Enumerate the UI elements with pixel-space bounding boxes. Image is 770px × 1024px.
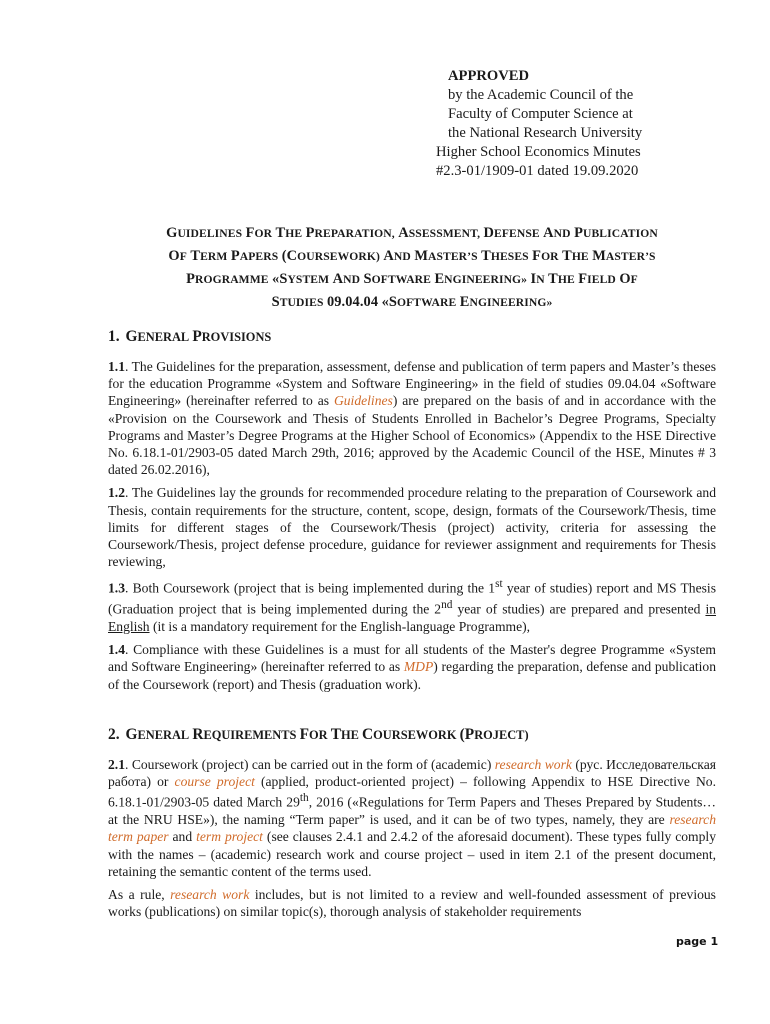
page-number: page 1 [676,935,719,948]
clause-number: 2.1 [108,757,125,772]
section-title: GENERAL PROVISIONS [125,328,272,345]
title-line: GUIDELINES FOR THE PREPARATION, ASSESSMENT, DEFENSE AND PUBLICATION [166,225,658,241]
document-title [108,222,716,314]
approval-line: by the Academic Council of the [448,87,634,103]
section-title: GENERAL REQUIREMENTS FOR THE COURSEWORK (PROJECT) [125,726,529,743]
section-heading [108,328,716,346]
paragraph-1-4 [108,641,716,693]
superscript: st [495,578,503,591]
paragraph-text: . Compliance with these Guidelines is a must for all students of the Master's degree Programme «System and Software Engineering» (hereinafter referred to as [108,642,716,675]
paragraph-text: ) are prepared on the basis of and in accordance with the «Provision on the Coursework and Thesis of Students Enrolled in Bachelor’s Degree Programs, Specialty Programs and Master’s Degree Programs at the Higher School of Economics» (Appendix to the HSE Directive No. 6.18.1-01/2903-05 dated March 29th, 2016; approved by the Academic Council of the HSE, Minutes # 3 dated 26.02.2016), [108,393,717,478]
section-number: 2. [108,726,120,743]
section-number: 1. [108,328,120,345]
defined-term: Guidelines [333,393,393,409]
defined-term: research work [494,757,572,772]
paragraph-text: (applied, product-oriented project) – following Appendix to HSE Directive No. 6.18.1-01/2903-05 dated March 29 [108,774,716,810]
defined-term: term project [196,829,263,845]
paragraph-text: , 2016 («Regulations for Term Papers and Theses Prepared by Students… at the NRU HSE»), the naming “Term paper” is used, and it can be of two types, namely, they are [108,794,717,828]
approval-line: the National Research University [448,125,643,141]
paragraph-text: As a rule, [108,886,171,902]
paragraph-text: includes, but is not limited to a review and well-founded assessment of previous works (publications) on similar topic(s), thorough analysis of stakeholder requirements [108,886,716,920]
clause-number: 1.2 [108,485,125,501]
paragraph-text: year of studies) report and MS Thesis (Graduation project that is being implemented during the 2 [108,580,716,617]
paragraph-text: (it is a mandatory requirement for the English-language Programme), [149,618,531,634]
approval-heading: APPROVED [448,68,530,84]
paragraph-text: ) regarding the preparation, defense and publication of the Coursework (report) and Thesis (graduation work). [108,659,717,692]
paragraph-text: year of studies) are prepared and presented [452,601,706,617]
approval-line: #2.3-01/1909-01 dated 19.09.2020 [436,163,639,179]
clause-number: 1.3 [108,580,125,596]
approval-line: Higher School Economics Minutes [436,144,641,160]
paragraph-text: (see clauses 2.4.1 and 2.4.2 of the aforesaid document). These types fully comply with the names – (academic) research work and course project – used in item 2.1 of the present document, retaining the semantic content of the terms used. [108,829,716,879]
title-line: OF TERM PAPERS (COURSEWORK) AND MASTER’S THESES FOR THE MASTER’S [168,248,656,264]
superscript: th [299,792,309,805]
paragraph-1-3 [108,576,716,635]
paragraph-2-2 [108,886,716,920]
defined-term: course project [174,774,255,790]
paragraph-text: . The Guidelines lay the grounds for recommended procedure relating to the preparation of Coursework and Thesis, contain requirements for the structure, content, scope, design, formats of the Coursework/Thesis, time limits for different stages of the Coursework/Thesis (project) activity, criteria for assessing the Coursework/Thesis, project defense procedure, guidance for reviewer assignment and requirements for Thesis reviewing, [108,485,716,570]
paragraph-2-1 [108,756,716,880]
paragraph-text: . Both Coursework (project that is being implemented during the 1 [125,580,496,596]
paragraph-text: . The Guidelines for the preparation, assessment, defense and publication of term papers and Master’s theses for the education Programme «System and Software Engineering» in the field of studies 09.04.04 «Software Engineering» (hereinafter referred to as [108,359,716,409]
title-line: STUDIES 09.04.04 «SOFTWARE ENGINEERING» [271,294,553,310]
title-line: PROGRAMME «SYSTEM AND SOFTWARE ENGINEERING» IN THE FIELD OF [186,271,638,287]
clause-number: 1.4 [108,642,125,658]
paragraph-1-1 [108,358,716,478]
section-heading [108,726,716,744]
underlined-text: in English [108,601,717,634]
clause-number: 1.1 [108,359,125,374]
section-coursework-requirements [108,726,716,926]
defined-term: MDP [403,659,434,675]
paragraph-1-2 [108,484,716,570]
paragraph-text: . Coursework (project) can be carried out in the form of (academic) [125,757,495,772]
superscript: nd [441,599,453,612]
defined-term: research work [170,886,250,902]
defined-term: research term paper [108,812,716,845]
paragraph-text: and [168,829,197,845]
approval-line: Faculty of Computer Science at [448,106,633,122]
section-general-provisions [108,328,716,699]
paragraph-text: (рус. Исследовательская работа) or [108,757,716,790]
approval-block [436,67,696,181]
